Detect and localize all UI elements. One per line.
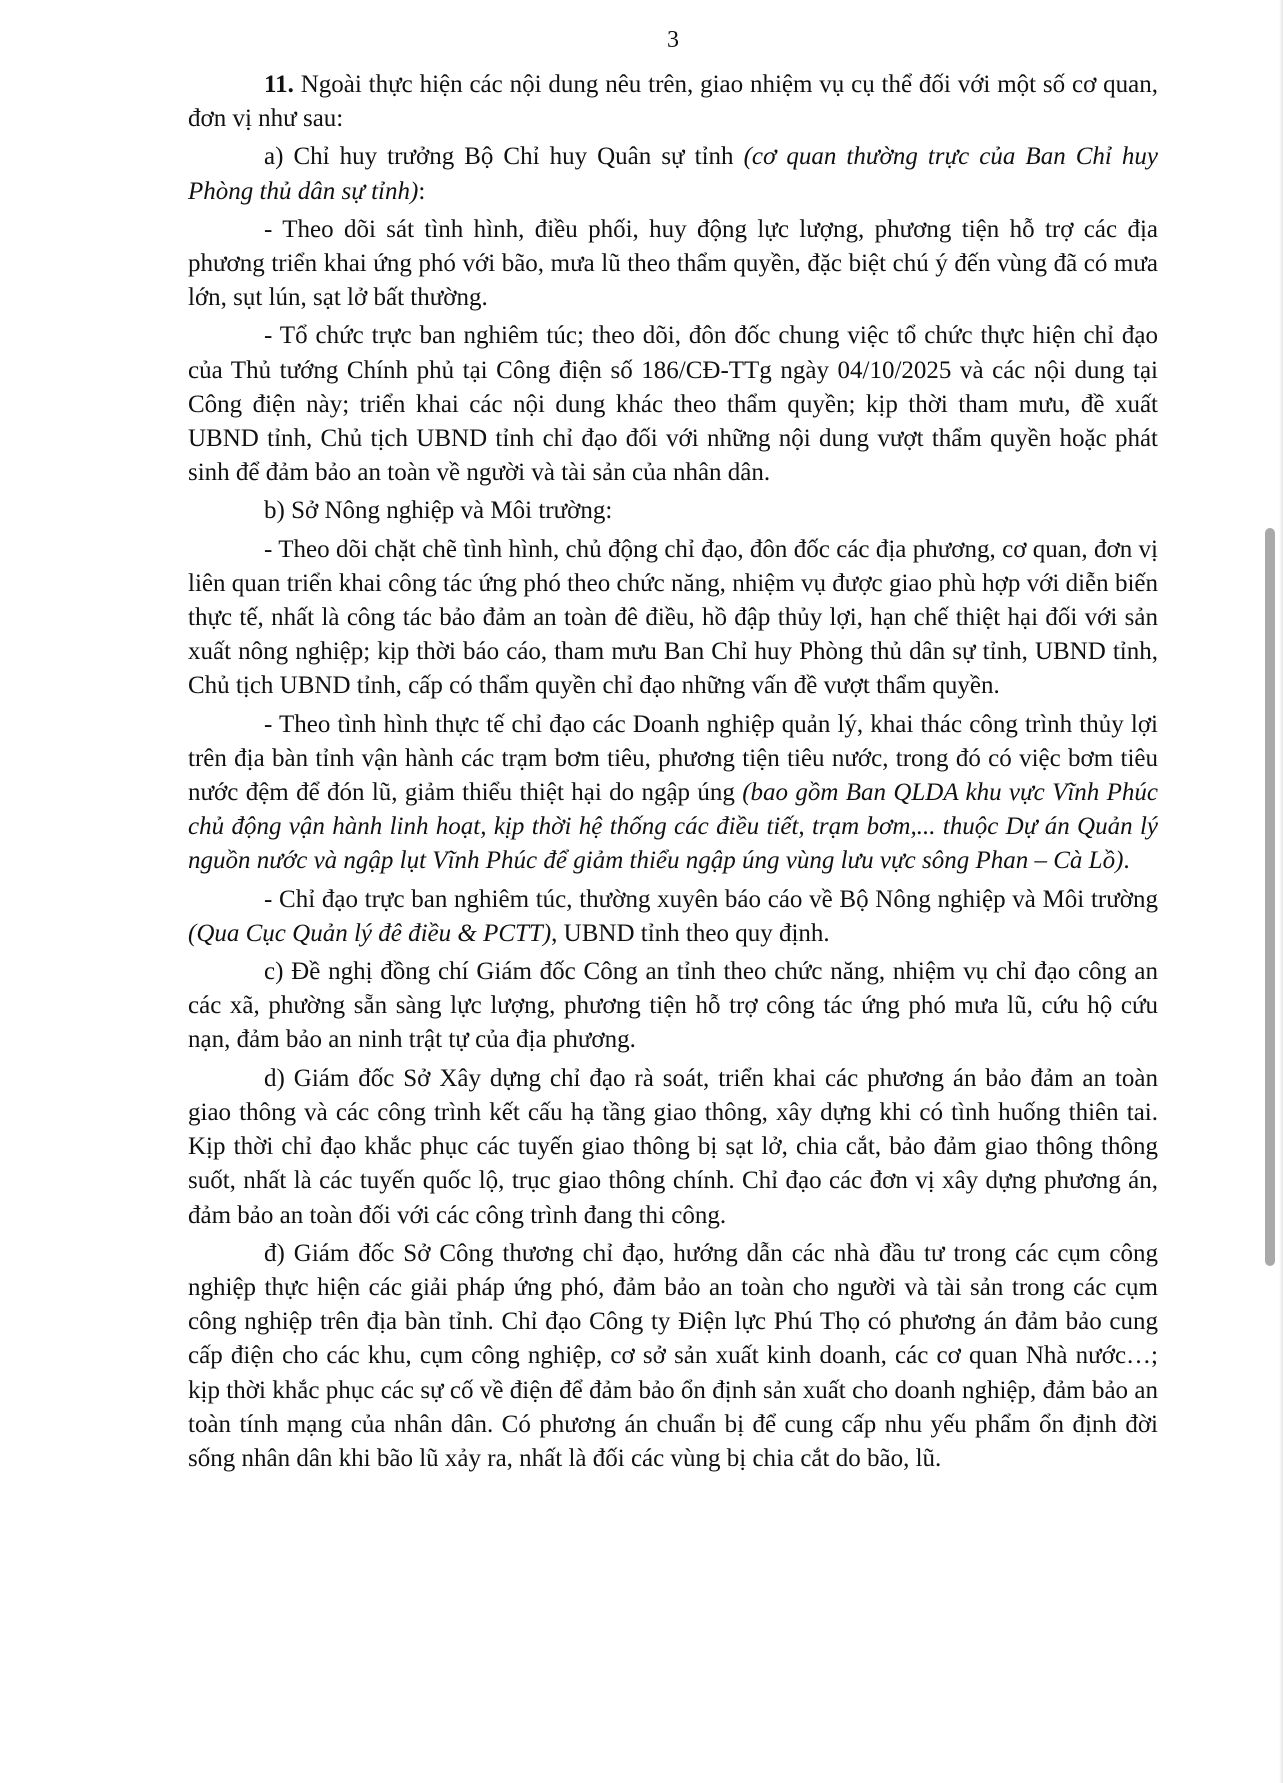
paragraph-b-item-2 (188, 708, 1158, 879)
paragraph-b-item-2-text: - Theo tình hình thực tế chỉ đạo các Doanh nghiệp quản lý, khai thác công trình thủy lợi trên địa bàn tỉnh vận hành các trạm bơm tiêu, phương tiện tiêu nước, trong đó có việc bơm tiêu nước đệm để đón lũ, giảm thiểu thiệt hại do ngập úng (188, 710, 1158, 807)
paragraph-b-item-2-tail: . (1123, 847, 1130, 875)
paragraph-a (188, 140, 1158, 208)
paragraph-b-item-1: - Theo dõi chặt chẽ tình hình, chủ động chỉ đạo, đôn đốc các địa phương, cơ quan, đơn vị liên quan triển khai công tác ứng phó theo chức năng, nhiệm vụ được giao phù hợp với diễn biến thực tế, nhất là công tác bảo đảm an toàn đê điều, hồ đập thủy lợi, hạn chế thiệt hại đối với sản xuất nông nghiệp; kịp thời báo cáo, tham mưu Ban Chỉ huy Phòng thủ dân sự tỉnh, UBND tỉnh, Chủ tịch UBND tỉnh, cấp có thẩm quyền chỉ đạo những vấn đề vượt thẩm quyền. (188, 535, 1158, 700)
paragraph-b-item-3-text: - Chỉ đạo trực ban nghiêm túc, thường xuyên báo cáo về Bộ Nông nghiệp và Môi trường (264, 885, 1158, 913)
paragraph-c: c) Đề nghị đồng chí Giám đốc Công an tỉnh theo chức năng, nhiệm vụ chỉ đạo công an các xã, phường sẵn sàng lực lượng, phương tiện hỗ trợ công tác ứng phó mưa lũ, cứu hộ cứu nạn, đảm bảo an ninh trật tự của địa phương. (188, 958, 1158, 1054)
scrollbar-thumb[interactable] (1265, 528, 1275, 1266)
paragraph-d: d) Giám đốc Sở Xây dựng chỉ đạo rà soát, triển khai các phương án bảo đảm an toàn giao thông và các công trình kết cấu hạ tầng giao thông, xây dựng khi có tình huống thiên tai. Kịp thời chỉ đạo khắc phục các tuyến giao thông bị sạt lở, chia cắt, bảo đảm giao thông thông suốt, nhất là các tuyến quốc lộ, trục giao thông chính. Chỉ đạo các đơn vị xây dựng phương án, đảm bảo an toàn đối với các công trình đang thi công. (188, 1064, 1158, 1229)
paragraph-b-item-3-tail: , UBND tỉnh theo quy định. (551, 919, 830, 947)
paragraph-a-tail: : (418, 177, 426, 205)
paragraph-11-number: 11. (264, 71, 294, 98)
paragraph-b-item-3-italic: (Qua Cục Quản lý đê điều & PCTT) (188, 919, 552, 947)
page-edge (1279, 0, 1283, 1783)
paragraph-a-item-2: - Tổ chức trực ban nghiêm túc; theo dõi, đôn đốc chung việc tổ chức thực hiện chỉ đạo của Thủ tướng Chính phủ tại Công điện số 186/CĐ-TTg ngày 04/10/2025 và các nội dung tại Công điện này; triển khai các nội dung khác theo thẩm quyền; kịp thời tham mưu, đề xuất UBND tỉnh, Chủ tịch UBND tỉnh chỉ đạo đối với những nội dung vượt thẩm quyền hoặc phát sinh để đảm bảo an toàn về người và tài sản của nhân dân. (188, 322, 1158, 487)
paragraph-11-text: Ngoài thực hiện các nội dung nêu trên, giao nhiệm vụ cụ thể đối với một số cơ quan, đơn vị như sau: (188, 71, 1158, 133)
paragraph-a-item-1: - Theo dõi sát tình hình, điều phối, huy động lực lượng, phương tiện hỗ trợ các địa phương triển khai ứng phó với bão, mưa lũ theo thẩm quyền, đặc biệt chú ý đến vùng đã có mưa lớn, sụt lún, sạt lở bất thường. (188, 215, 1158, 312)
paragraph-11 (188, 68, 1158, 136)
paragraph-a-text: a) Chỉ huy trưởng Bộ Chỉ huy Quân sự tỉnh (264, 143, 744, 171)
page-number: 3 (667, 27, 679, 53)
paragraph-b-item-2-italic: (bao gồm Ban QLDA khu vực Vĩnh Phúc chủ động vận hành linh hoạt, kịp thời hệ thống các điều tiết, trạm bơm,... thuộc Dự án Quản lý nguồn nước và ngập lụt Vĩnh Phúc để giảm thiểu ngập úng vùng lưu vực sông Phan – Cà Lồ) (188, 779, 1158, 875)
paragraph-b: b) Sở Nông nghiệp và Môi trường: (264, 497, 613, 525)
paragraph-b-item-3 (188, 883, 1158, 951)
paragraph-a-italic: (cơ quan thường trực của Ban Chỉ huy Phòng thủ dân sự tỉnh) (188, 143, 1158, 205)
paragraph-dd: đ) Giám đốc Sở Công thương chỉ đạo, hướng dẫn các nhà đầu tư trong các cụm công nghiệp thực hiện các giải pháp ứng phó, đảm bảo an toàn cho người và tài sản trong các cụm công nghiệp trên địa bàn tỉnh. Chỉ đạo Công ty Điện lực Phú Thọ có phương án đảm bảo cung cấp điện cho các khu, cụm công nghiệp, cơ sở sản xuất kinh doanh, các cơ quan Nhà nước…; kịp thời khắc phục các sự cố về điện để đảm bảo ổn định sản xuất cho doanh nghiệp, đảm bảo an toàn tính mạng của nhân dân. Có phương án chuẩn bị để cung cấp nhu yếu phẩm ổn định đời sống nhân dân khi bão lũ xảy ra, nhất là đối các vùng bị chia cắt do bão, lũ. (188, 1239, 1158, 1472)
